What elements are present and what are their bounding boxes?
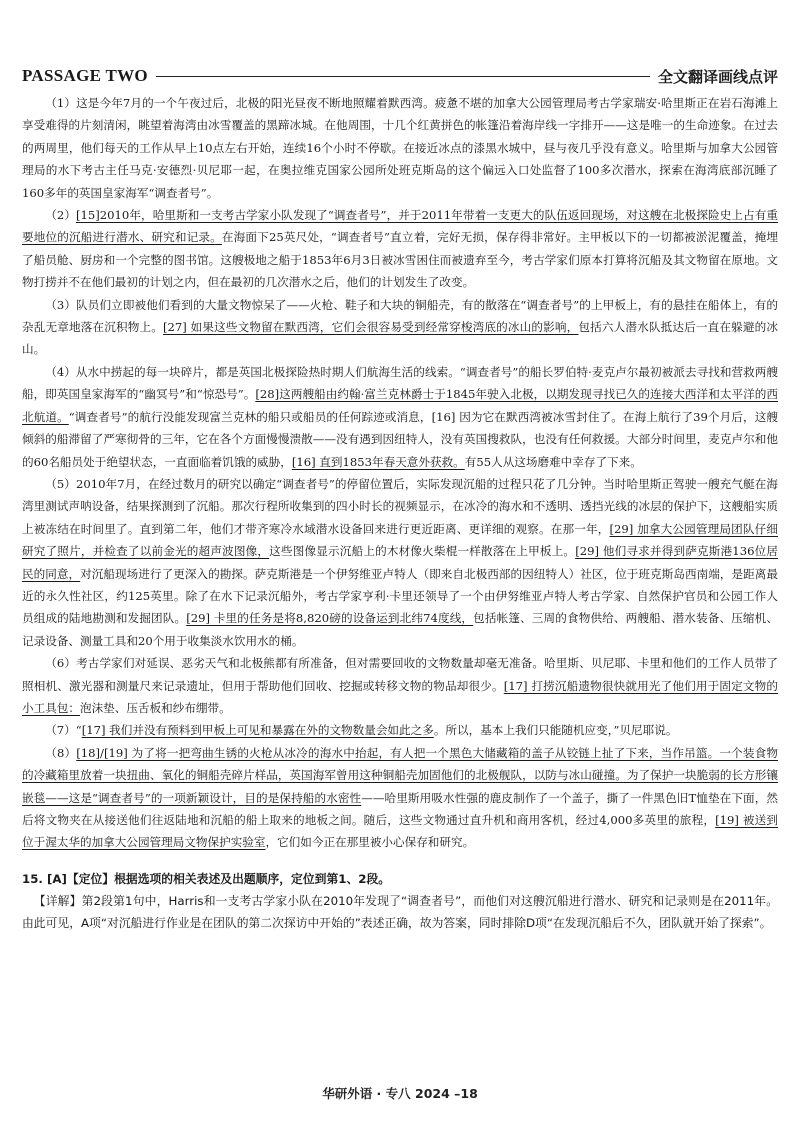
paragraph — [22, 652, 778, 719]
paragraph — [22, 204, 778, 294]
answer-detail: 【详解】第2段第1句中，Harris和一支考古学家小队在2010年发现了“调查者号”，而他们对这艘沉船进行潜水、研究和记录则是在2011年。由此可见，A项“对沉船进行作业是在团队的第二次探访中开始的”表述正确，故为答案，同时排除D项“在发现沉船后不久，团队就开始了探索”。 — [22, 893, 778, 930]
paragraph — [22, 742, 778, 854]
paragraph-text: 这些图像显示沉船上的木材像火柴棍一样散落在上甲板上。 — [269, 544, 576, 559]
paragraph-text: （1）这是今年7月的一个午夜过后，北极的阳光昼夜不断地照耀着默西湾。疲惫不堪的加拿大公园管理局考古学家瑞安·哈里斯正在岩石海滩上享受难得的片刻清闲，眺望着海湾由冰雪覆盖的黑蹄冰城。在他周围，十几个红黄拼色的帐篷沿着海岸线一字排开——这是唯一的生命迹象。在过去的两周里，他们每天的工作从早上10点左右开始，连续16个小时不停歇。在接近冰点的漆黑水城中，昼与夜几乎没有意义。哈里斯与加拿大公园管理局的水下考古主任马克·安德烈·贝尼耶一起，在奥拉维克国家公园所处班克斯岛的这个偏远入口处监督了100多次潜水，探索在海湾底部沉睡了160多年的英国皇家海军“调查者号”。 — [22, 96, 778, 200]
paragraph — [22, 473, 778, 652]
paragraph-text: （6）考古学家们对延误、恶劣天气和北极熊都有所准备，但对需要回收的文物数量却毫无准备。哈里斯、贝尼耶、卡里和他们的工作人员带了照相机、激光器和测量尺来记录遗址，但用于帮助他们回收、挖掘或转移文物的物品却很少。 — [22, 656, 778, 693]
passage-title: PASSAGE TWO — [22, 66, 148, 85]
underlined-text: [17] 打捞沉船遗物很快就用光了他们用于固定文物的小工具包： — [22, 678, 778, 715]
paragraph-text: （2） — [45, 208, 76, 223]
passage-header — [22, 64, 778, 88]
passage-body — [22, 92, 778, 854]
paragraph-text: ，它们如今正在那里被小心保存和研究。 — [265, 835, 475, 850]
underlined-text: [17] 我们并没有预料到甲板上可见和暴露在外的文物数量会如此之多 — [81, 723, 434, 738]
underlined-text: [29] 他们寻求并得到萨克斯港136位居民的同意， — [22, 544, 778, 581]
answer-explanation — [22, 868, 778, 934]
underlined-text: [18]/[19] 为了将一把弯曲生锈的火枪从冰冷的海水中抬起，有人把一个黑色大储藏箱的盖子从铰链上扯了下来，当作吊篮。一个装食物的冷藏箱里放着一块扭曲、氧化的铜船壳碎片样品，英国海军曾用这种铜船壳加固他们的北极舰队，以防与冰山碰撞。为了保护一块脆弱的长方形镶嵌毯——这是“调查者号”的一项新颖设计，目的是保持船的水密性 — [22, 745, 778, 805]
underlined-text: [29] 加拿大公园管理局团队仔细研究了照片，并检查了以前金光的超声波图像， — [22, 521, 778, 559]
underlined-text: [19] 被送到位于渥太华的加拿大公园管理局文物保护实验室 — [22, 813, 778, 850]
paragraph-text: 包括六人潜水队抵达后一直在躲避的冰山。 — [22, 320, 778, 357]
section-label: 全文翻译画线点评 — [657, 67, 778, 86]
paragraph-text: 对沉船现场进行了更深入的勘探。萨克斯港是一个伊努维亚卢特人（即来自北极西部的因纽特人）社区，位于班克斯岛西南端，是距离最近的永久性社区，约125英里。除了在水下记录沉船外，考古学家亨利·卡里还领导了一个由伊努维亚卢特人考古学家、自然保护官员和公园工作人员组成的陆地勘测和发掘团队。 — [22, 566, 778, 626]
paragraph-text: 泡沫垫、压舌板和纱布绷带。 — [79, 700, 231, 715]
underlined-text: [16] 直到1853年春天意外获救。 — [291, 454, 465, 469]
paragraph — [22, 294, 778, 361]
paragraph-text: （8） — [45, 745, 77, 760]
paragraph-text: （5）2010年7月，在经过数月的研究以确定“调查者号”的停留位置后，实际发现沉船的过程只花了几分钟。当时哈里斯正驾驶一艘充气艇在海湾里测试声呐设备，结果探测到了沉船。那次行程所收集到的四小时长的视频显示，在冰冷的海水和不透明、透挡光线的冰层的保护下，这艘船实质上被冻结在时间里了。直到第二年，他们才带齐寒冷水域潜水设备回来进行更近距离、更详细的观察。在那一年， — [22, 476, 778, 536]
paragraph-text: “调查者号”的航行没能发现富兰克林的船只或船员的任何踪迹或消息，[16] 因为它在默西湾被冰雪封住了。在海上航行了39个月后，这艘倾斜的船滞留了严寒彻骨的三年，它在各个方面慢慢溃散——没有遇到因纽特人，没有英国搜救队，也没有任何救援。大部分时间里，麦克卢尔和他的60名船员处于绝望状态，一直面临着饥饿的威胁， — [22, 409, 778, 469]
paragraph-text: 。所以，基本上我们只能随机应变，”贝尼耶说。 — [433, 723, 678, 738]
underlined-text: [29] 卡里的任务是将8,820磅的设备运到北纬74度线， — [186, 611, 474, 626]
underlined-text: [15]2010年，哈里斯和一支考古学家小队发现了“调查者号”，并于2011年带着一支更大的队伍返回现场，对这艘在北极探险史上占有重要地位的沉船进行潜水、研究和记录。 — [22, 208, 778, 245]
header-rule — [156, 76, 650, 77]
page-footer: 华研外语 · 专八 2024 –18 — [322, 1086, 478, 1101]
paragraph-text: （4）从水中捞起的每一块碎片，都是英国北极探险热时期人们航海生活的线索。“调查者号”的船长罗伯特·麦克卢尔最初被派去寻找和营救两艘船，即英国皇家海军的“幽冥号”和“惊恐号”。 — [22, 364, 778, 402]
page — [22, 64, 778, 934]
paragraph — [22, 92, 778, 204]
paragraph — [22, 361, 778, 473]
paragraph-text: 有55人从这场磨难中幸存了下来。 — [464, 454, 642, 469]
paragraph-text: （7）“ — [45, 723, 82, 738]
paragraph — [22, 719, 778, 741]
paragraph-text: 包括帐篷、三周的食物供给、两艘船、潜水装备、压缩机、记录设备、测量工具和20个用于收集淡水饮用水的桶。 — [22, 611, 778, 648]
underlined-text: [27] 如果这些文物留在默西湾，它们会很容易受到经常穿梭湾底的冰山的影响， — [163, 320, 579, 335]
underlined-text: [28]这两艘船由约翰·富兰克林爵士于1845年驶入北极，以期发现寻找已久的连接大西洋和太平洋的西北航道。 — [22, 387, 778, 424]
paragraph-text: ——哈里斯用吸水性强的鹿皮制作了一个盖子，撕了一件黑色旧T恤垫在下面，然后将文物夹在从接送他们往返陆地和沉船的船上取来的地板之间。随后，这些文物通过直升机和商用客机，经过4,000多英里的旅程， — [22, 790, 778, 827]
answer-locate: 15. [A]【定位】根据选项的相关表述及出题顺序，定位到第1、2段。 — [22, 871, 391, 886]
paragraph-text: （3）队员们立即被他们看到的大量文物惊呆了——火枪、鞋子和大块的铜船壳，有的散落在“调查者号”的上甲板上，有的悬挂在船体上，有的杂乱无章地落在沉积物上。 — [22, 297, 778, 335]
paragraph-text: 在海面下25英尺处，“调查者号”直立着，完好无损，保存得非常好。主甲板以下的一切都被淤泥覆盖，掩埋了船员舱、厨房和一个完整的图书馆。这艘极地之船于1853年6月3日被冰雪困住而被遗弃至今，考古学家们原本打算将沉船及其文物留在原地。文物打捞并不在他们最初的计划之内，但在最初的几次潜水之后，他们的计划发生了改变。 — [22, 230, 778, 290]
